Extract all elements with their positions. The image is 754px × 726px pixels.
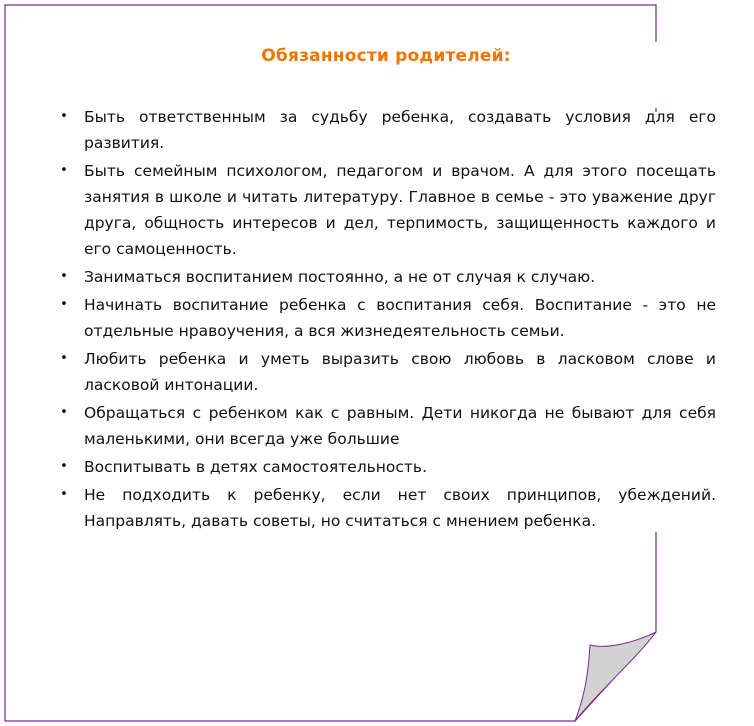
list-item-text: Заниматься воспитанием постоянно, а не от случая к случаю. <box>84 268 596 286</box>
list-item <box>56 454 716 480</box>
list-item-text: Любить ребенка и уметь выразить свою любовь в ласковом слове и ласковой интонации. <box>84 350 716 394</box>
list-item-text: Воспитывать в детях самостоятельность. <box>84 458 427 476</box>
list-item <box>56 482 716 534</box>
bullet-icon: • <box>60 297 68 312</box>
bullet-icon: • <box>60 487 68 502</box>
list-item <box>56 264 716 290</box>
list-item-text: Начинать воспитание ребенка с воспитания себя. Воспитание - это не отдельные нравоучения, а вся жизнедеятельность семьи. <box>84 296 716 340</box>
bullet-icon: • <box>60 109 68 124</box>
bullet-icon: • <box>60 405 68 420</box>
list-item <box>56 104 716 156</box>
document-body <box>56 40 716 536</box>
bullet-icon: • <box>60 163 68 178</box>
list-item <box>56 346 716 398</box>
bullet-icon: • <box>60 351 68 366</box>
list-item-text: Быть семейным психологом, педагогом и врачом. А для этого посещать занятия в школе и читать литературу. Главное в семье - это уважение друг друга, общность интересов и дел, терпимость, защищенность каждого и его самоценность. <box>84 162 716 258</box>
list-item <box>56 292 716 344</box>
list-item-text: Обращаться с ребенком как с равным. Дети никогда не бывают для себя маленькими, они всегда уже большие <box>84 404 716 448</box>
duties-list <box>56 104 716 534</box>
document-title: Обязанности родителей: <box>261 46 511 66</box>
bullet-icon: • <box>60 459 68 474</box>
list-item <box>56 158 716 262</box>
list-item-text: Не подходить к ребенку, если нет своих принципов, убеждений. Направлять, давать советы, но считаться с мнением ребенка. <box>84 486 716 530</box>
bullet-icon: • <box>60 269 68 284</box>
list-item-text: Быть ответственным за судьбу ребенка, создавать условия для его развития. <box>84 108 716 152</box>
list-item <box>56 400 716 452</box>
